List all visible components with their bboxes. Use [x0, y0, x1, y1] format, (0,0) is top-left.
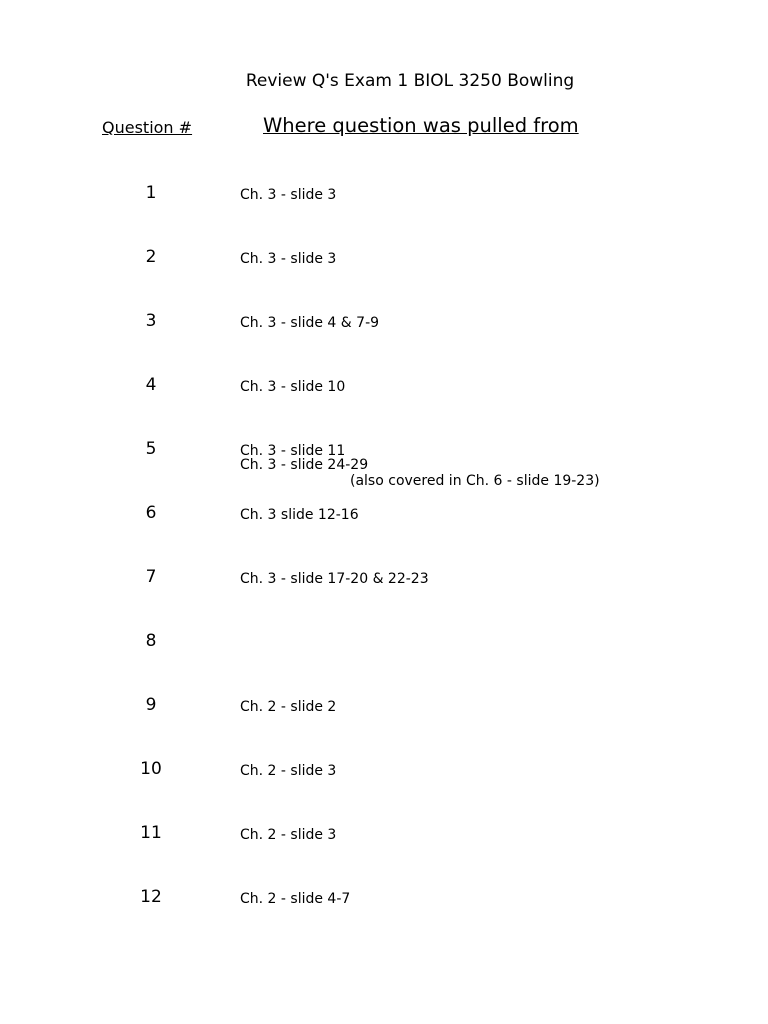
question-number: 1 [145, 183, 157, 203]
question-number: 3 [145, 311, 157, 331]
question-number: 10 [140, 759, 162, 779]
question-list [0, 160, 768, 928]
question-source: Ch. 3 - slide 11 [240, 443, 346, 459]
question-source: Ch. 2 - slide 4-7 [240, 891, 351, 907]
question-row-12 [0, 864, 768, 928]
question-source: Ch. 3 - slide 3 [240, 251, 337, 267]
question-number: 6 [145, 503, 157, 523]
question-number: 7 [145, 567, 157, 587]
question-source: Ch. 3 - slide 4 & 7-9 [240, 315, 380, 331]
question-row-8 [0, 608, 768, 672]
question-source: Ch. 3 - slide 17-20 & 22-23 [240, 571, 429, 587]
question-row-7 [0, 544, 768, 608]
question-row-3 [0, 288, 768, 352]
question-row-5 [0, 416, 768, 480]
question-source: Ch. 3 - slide 10 [240, 379, 346, 395]
question-row-2 [0, 224, 768, 288]
question-row-6 [0, 480, 768, 544]
question-source: Ch. 2 - slide 3 [240, 827, 337, 843]
question-source-note: (also covered in Ch. 6 - slide 19-23) [350, 473, 600, 489]
question-source: Ch. 3 - slide 3 [240, 187, 337, 203]
question-row-9 [0, 672, 768, 736]
question-source: Ch. 2 - slide 2 [240, 699, 337, 715]
question-row-10 [0, 736, 768, 800]
question-source: Ch. 2 - slide 3 [240, 763, 337, 779]
question-row-1 [0, 160, 768, 224]
question-number: 2 [145, 247, 157, 267]
question-row-4 [0, 352, 768, 416]
question-number: 4 [145, 375, 157, 395]
question-number: 12 [140, 887, 162, 907]
source-header: Where question was pulled from [263, 114, 579, 137]
question-source: Ch. 3 - slide 24-29 [240, 457, 369, 473]
question-number: 9 [145, 695, 157, 715]
question-source: Ch. 3 slide 12-16 [240, 507, 359, 523]
question-number: 8 [145, 631, 157, 651]
document-title: Review Q's Exam 1 BIOL 3250 Bowling [245, 71, 575, 91]
question-number: 5 [145, 439, 157, 459]
question-number: 11 [140, 823, 162, 843]
question-row-11 [0, 800, 768, 864]
question-number-header: Question # [102, 118, 193, 137]
